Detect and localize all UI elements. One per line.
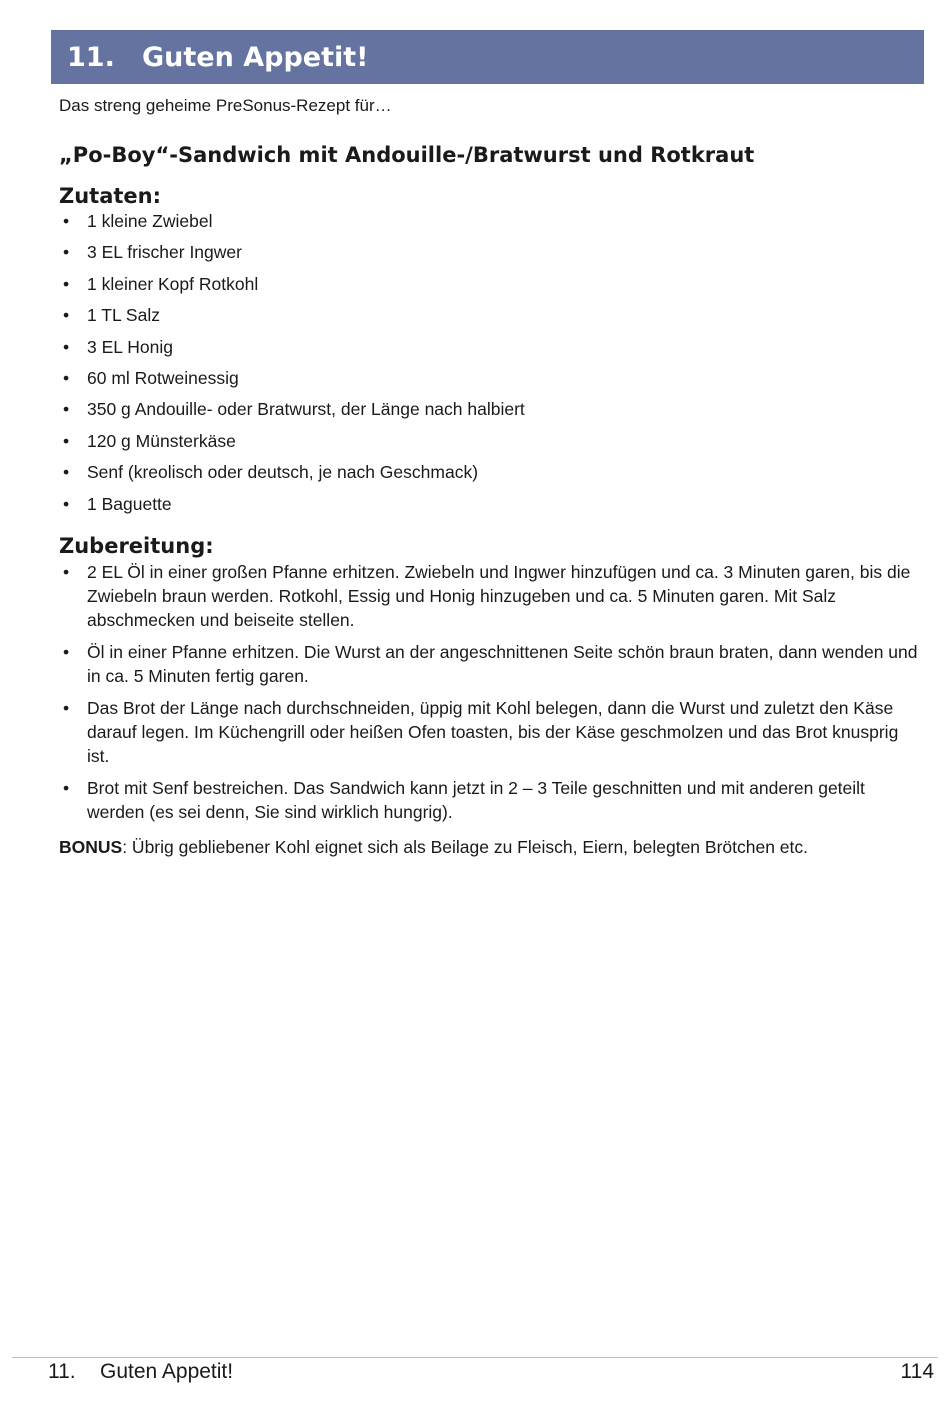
- list-item: [59, 273, 924, 304]
- recipe-title: „Po-Boy“-Sandwich mit Andouille-/Bratwurst und Rotkraut: [59, 143, 755, 167]
- ingredient-text: 1 kleiner Kopf Rotkohl: [87, 273, 259, 294]
- bullet-icon: •: [63, 242, 70, 263]
- bullet-icon: •: [63, 305, 70, 326]
- step-text: Brot mit Senf bestreichen. Das Sandwich kann jetzt in 2 – 3 Teile geschnitten und mit anderen geteilt werden (es sei denn, Sie sind wirklich hungrig).: [87, 778, 865, 822]
- bullet-icon: •: [63, 399, 70, 420]
- list-item: [59, 640, 924, 688]
- list-item: [59, 430, 924, 461]
- bullet-icon: •: [63, 430, 70, 451]
- footer-chapter: [48, 1359, 233, 1385]
- bullet-icon: •: [63, 273, 70, 294]
- list-item: [59, 493, 924, 524]
- bullet-icon: •: [63, 462, 70, 483]
- step-text: Öl in einer Pfanne erhitzen. Die Wurst an der angeschnittenen Seite schön braun braten, dann wenden und in ca. 5 Minuten fertig garen.: [87, 642, 918, 686]
- bonus-text: : Übrig gebliebener Kohl eignet sich als Beilage zu Fleisch, Eiern, belegten Brötchen etc.: [122, 837, 809, 857]
- list-item: [59, 776, 924, 824]
- list-item: [59, 461, 924, 492]
- ingredient-text: 1 kleine Zwiebel: [87, 211, 213, 231]
- ingredient-text: 120 g Münsterkäse: [87, 430, 236, 451]
- preparation-list: [59, 560, 924, 832]
- list-item: [59, 560, 924, 632]
- ingredient-text: 1 Baguette: [87, 493, 172, 514]
- bullet-icon: •: [63, 336, 70, 357]
- list-item: [59, 210, 924, 241]
- ingredients-heading: Zutaten:: [59, 184, 162, 208]
- footer-divider: [12, 1357, 938, 1358]
- chapter-number: 11.: [67, 42, 115, 73]
- bullet-icon: •: [63, 698, 70, 718]
- bullet-icon: •: [63, 562, 70, 582]
- footer-chapter-title: Guten Appetit!: [100, 1360, 234, 1383]
- step-text: 2 EL Öl in einer großen Pfanne erhitzen. Zwiebeln und Ingwer hinzufügen und ca. 3 Minuten garen, bis die Zwiebeln braun werden. Rotkohl, Essig und Honig hinzugeben und ca. 5 Minuten garen. Mit Salz abschmecken und beiseite stellen.: [87, 562, 911, 630]
- ingredient-text: 350 g Andouille- oder Bratwurst, der Länge nach halbiert: [87, 399, 525, 420]
- intro-text: Das streng geheime PreSonus-Rezept für…: [59, 96, 392, 115]
- list-item: [59, 398, 924, 429]
- bullet-icon: •: [63, 493, 70, 514]
- list-item: [59, 304, 924, 335]
- list-item: [59, 241, 924, 272]
- bullet-icon: •: [63, 211, 70, 231]
- bonus-note: [59, 835, 808, 859]
- list-item: [59, 367, 924, 398]
- footer-chapter-number: 11.: [48, 1360, 76, 1383]
- ingredient-text: 60 ml Rotweinessig: [87, 367, 239, 388]
- bonus-label: BONUS: [59, 837, 123, 857]
- ingredient-text: 1 TL Salz: [87, 305, 160, 326]
- chapter-title: Guten Appetit!: [142, 42, 369, 73]
- ingredient-text: 3 EL Honig: [87, 336, 173, 357]
- bullet-icon: •: [63, 778, 70, 798]
- preparation-heading: Zubereitung:: [59, 534, 214, 558]
- bullet-icon: •: [63, 642, 70, 662]
- bullet-icon: •: [63, 367, 70, 388]
- chapter-banner: [51, 30, 924, 84]
- ingredient-text: Senf (kreolisch oder deutsch, je nach Geschmack): [87, 462, 479, 483]
- page-number: 114: [900, 1360, 934, 1383]
- list-item: [59, 336, 924, 367]
- list-item: [59, 696, 924, 768]
- step-text: Das Brot der Länge nach durchschneiden, üppig mit Kohl belegen, dann die Wurst und zuletzt den Käse darauf legen. Im Küchengrill oder heißen Ofen toasten, bis der Käse geschmolzen und das Brot knusprig ist.: [87, 698, 899, 766]
- ingredients-list: [59, 210, 924, 524]
- ingredient-text: 3 EL frischer Ingwer: [87, 242, 242, 263]
